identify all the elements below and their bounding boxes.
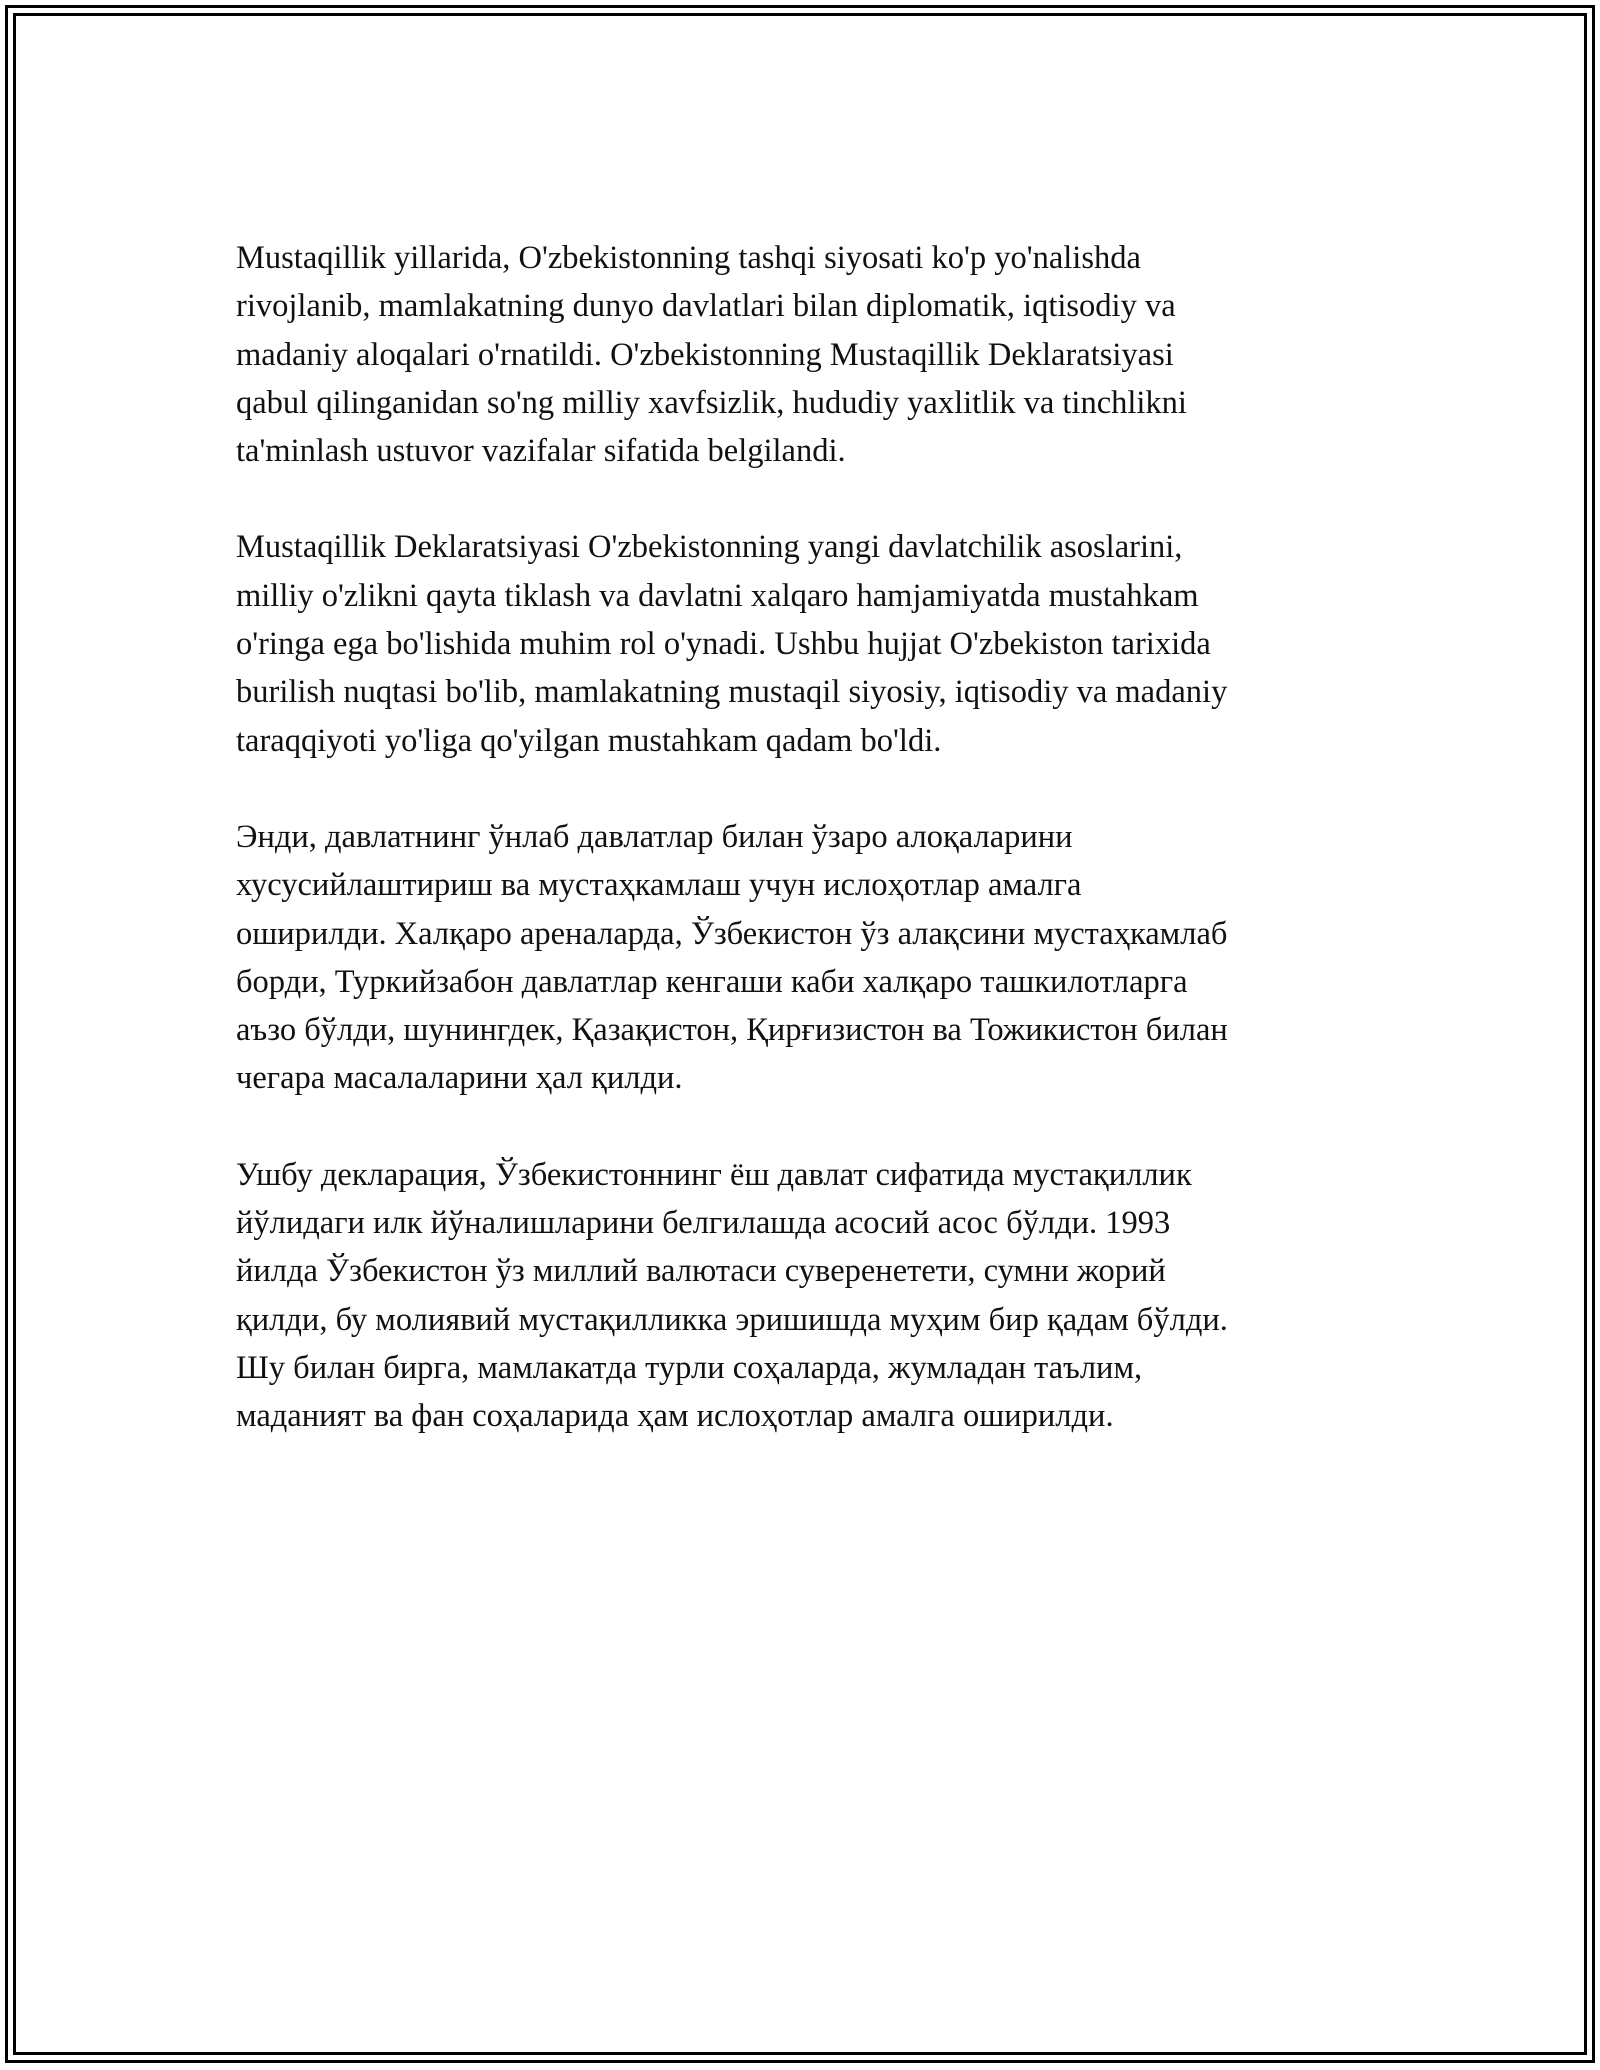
paragraph-2: Mustaqillik Deklaratsiyasi O'zbekistonning yangi davlatchilik asoslarini, milliy o'zlikni qayta tiklash va davlatni xalqaro hamjamiyatda mustahkam o'ringa ega bo'lishida muhim rol o'ynadi. Ushbu hujjat O'zbekiston tarixida burilish nuqtasi bo'lib, mamlakatning mustaqil siyosiy, iqtisodiy va madaniy taraqqiyoti yo'liga qo'yilgan mustahkam qadam bo'ldi. bbox=[236, 529, 1228, 759]
paragraph-1: Mustaqillik yillarida, O'zbekistonning tashqi siyosati ko'p yo'nalishda rivojlanib, mamlakatning dunyo davlatlari bilan diplomatik, iqtisodiy va madaniy aloqalari o'rnatildi. O'zbekistonning Mustaqillik Deklaratsiyasi qabul qilinganidan so'ng milliy xavfsizlik, hududiy yaxlitlik va tinchlikni ta'minlash ustuvor vazifalar sifatida belgilandi. bbox=[236, 240, 1187, 470]
paragraph-3: Энди, давлатнинг ўнлаб давлатлар билан ўзаро алоқаларини хусусийлаштириш ва мустаҳкамлаш учун ислоҳотлар амалга оширилди. Халқаро ареналарда, Ўзбекистон ўз алақсини мустаҳкамлаб борди, Туркийзабон давлатлар кенгаши каби халқаро ташкилотларга аъзо бўлди, шунингдек, Қазақистон, Қирғизистон ва Тожикистон билан чегара масалаларини ҳал қилди. bbox=[236, 818, 1228, 1097]
document-body bbox=[236, 234, 1364, 1489]
paragraph-4: Ушбу декларация, Ўзбекистоннинг ёш давлат сифатида мустақиллик йўлидаги илк йўналишларини белгилашда асосий асос бўлди. 1993 йилда Ўзбекистон ўз миллий валютаси суверенетети, сумни жорий қилди, бу молиявий мустақилликка эришишда муҳим бир қадам бўлди. Шу билан бирга, мамлакатда турли соҳаларда, жумладан таълим, маданият ва фан соҳаларида ҳам ислоҳотлар амалга оширилди. bbox=[236, 1156, 1228, 1435]
